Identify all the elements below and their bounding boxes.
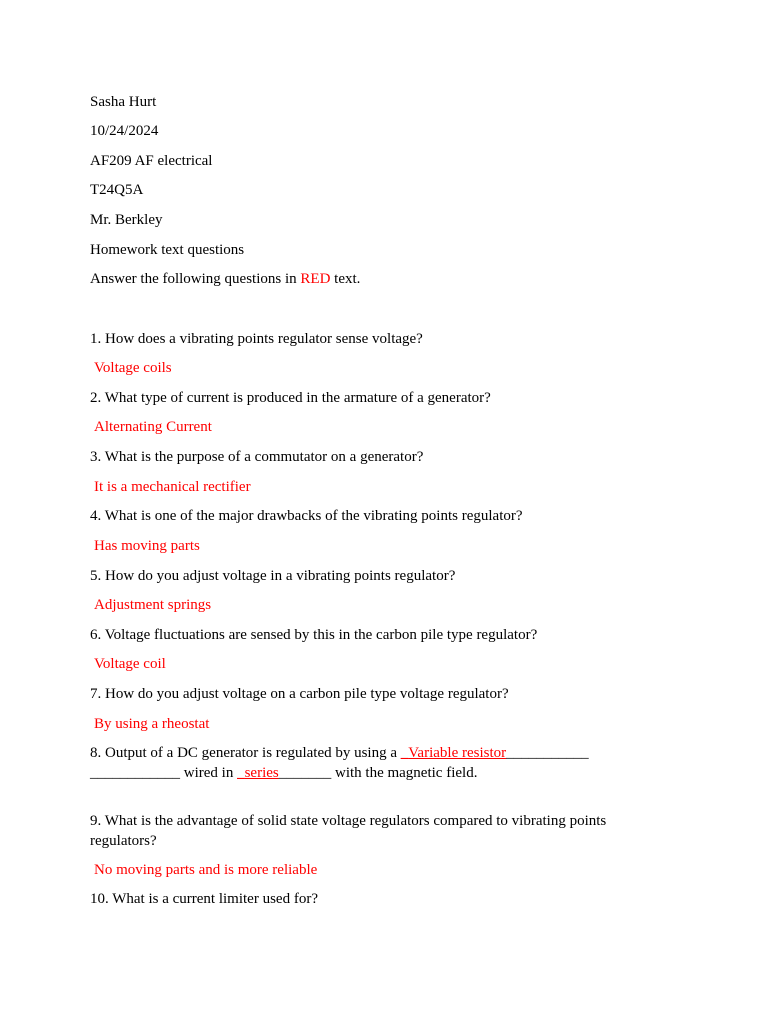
question-8-text: 8. Output of a DC generator is regulated by using a bbox=[90, 745, 401, 761]
question-8-text-2: ____________ wired in bbox=[90, 765, 238, 781]
question-2: 2. What type of current is produced in the armature of a generator? bbox=[90, 390, 491, 406]
student-name: Sasha Hurt bbox=[90, 94, 157, 110]
question-8-text-3: with the magnetic field. bbox=[331, 765, 478, 781]
blank-2-lead: _ bbox=[237, 765, 245, 781]
date: 10/24/2024 bbox=[90, 123, 159, 139]
instructor: Mr. Berkley bbox=[90, 212, 163, 228]
instructions bbox=[90, 269, 360, 289]
question-5: 5. How do you adjust voltage in a vibrating points regulator? bbox=[90, 568, 456, 584]
answer-8a: Variable resistor bbox=[408, 745, 507, 761]
answer-7: By using a rheostat bbox=[94, 716, 210, 732]
blank-2-tail: _______ bbox=[278, 765, 332, 781]
answer-3: It is a mechanical rectifier bbox=[94, 479, 251, 495]
question-9: 9. What is the advantage of solid state voltage regulators compared to vibrating points regulators? bbox=[90, 813, 607, 849]
assignment-title: Homework text questions bbox=[90, 242, 245, 258]
question-10: 10. What is a current limiter used for? bbox=[90, 891, 318, 907]
question-3: 3. What is the purpose of a commutator on a generator? bbox=[90, 449, 424, 465]
answer-8b: series bbox=[244, 765, 279, 781]
question-6: 6. Voltage fluctuations are sensed by this in the carbon pile type regulator? bbox=[90, 627, 538, 643]
instruction-post: text. bbox=[330, 271, 361, 287]
question-8-line-2 bbox=[90, 763, 477, 783]
blank-1-lead: _ bbox=[400, 745, 409, 761]
instruction-pre: Answer the following questions in bbox=[90, 271, 301, 287]
section: T24Q5A bbox=[90, 182, 144, 198]
course: AF209 AF electrical bbox=[90, 153, 213, 169]
answer-1: Voltage coils bbox=[94, 360, 172, 376]
blank-1-tail: ___________ bbox=[506, 745, 589, 761]
answer-6: Voltage coil bbox=[94, 656, 166, 672]
question-1: 1. How does a vibrating points regulator sense voltage? bbox=[90, 331, 423, 347]
question-8-line-1 bbox=[90, 743, 589, 763]
answer-2: Alternating Current bbox=[94, 419, 212, 435]
answer-5: Adjustment springs bbox=[94, 597, 212, 613]
answer-4: Has moving parts bbox=[94, 538, 200, 554]
question-7: 7. How do you adjust voltage on a carbon pile type voltage regulator? bbox=[90, 686, 509, 702]
question-4: 4. What is one of the major drawbacks of the vibrating points regulator? bbox=[90, 508, 523, 524]
answer-9: No moving parts and is more reliable bbox=[94, 862, 318, 878]
instruction-red: RED bbox=[300, 271, 331, 287]
